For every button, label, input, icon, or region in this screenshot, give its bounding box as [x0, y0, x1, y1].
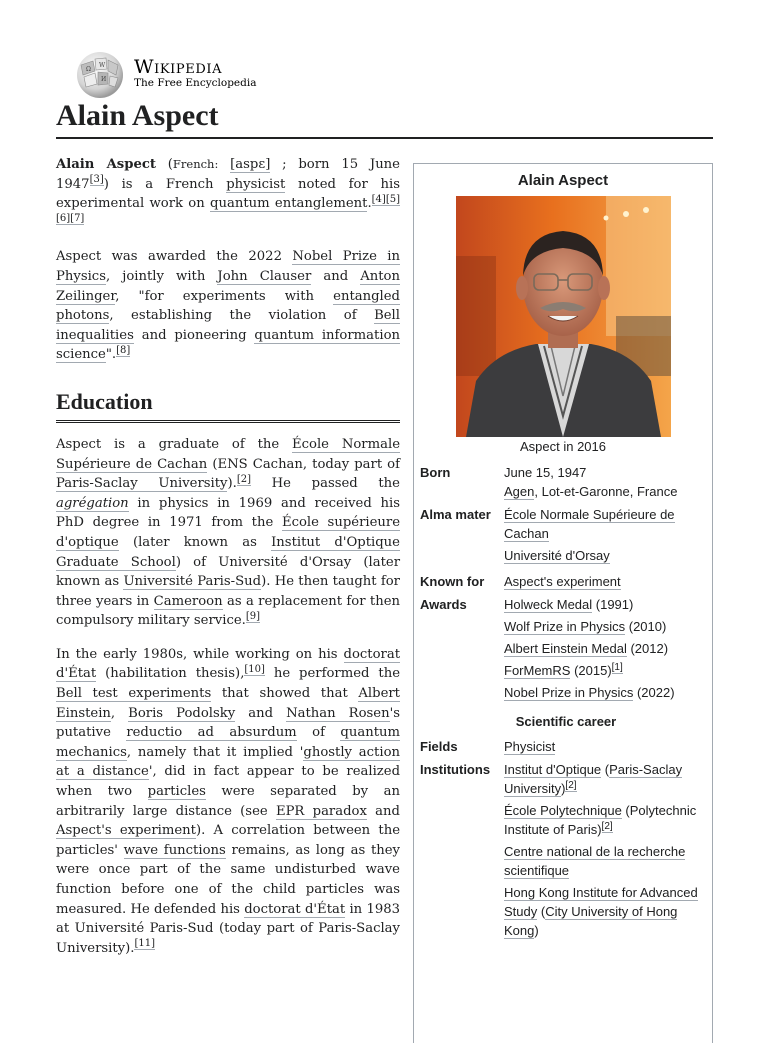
link-reductio-ad-absurdum[interactable]: reductio ad absurdum	[126, 725, 297, 741]
link-wave-functions[interactable]: wave functions	[123, 842, 226, 858]
ref-8[interactable]: [8]	[116, 344, 131, 356]
ref-inst-2b[interactable]: [2]	[601, 820, 613, 832]
link-institut-optique-ib[interactable]: Institut d'Optique	[504, 762, 602, 777]
infobox	[413, 163, 713, 1043]
institution-item: Hong Kong Institute for Advanced Study (City University of Hong Kong)	[504, 885, 698, 938]
ref-9[interactable]: [9]	[245, 610, 260, 622]
link-anton-zeilinger[interactable]: Anton Zeilinger	[56, 268, 400, 304]
education-paragraph-2: In the early 1980s, while working on his doctorat d'État (habilitation thesis),[10] he performed the Bell test experiments that showed that Albert Einstein, Boris Podolsky and Nathan Rosen's putative reductio ad absurdum of quantum mechanics, namely that it implied 'ghostly action at a distance', did in fact appear to be realized when two particles were separated by an arbitrarily large distance (see EPR paradox and Aspect's experiment). A correlation between the particles' wave functions remains, as long as they were once part of the same undisturbed wave function before one of the child particles was measured. He defended his doctorat d'État in 1983 at Université Paris-Sud (today part of Paris-Saclay University).[11]	[56, 646, 401, 956]
born-place: Agen, Lot-et-Garonne, France	[504, 484, 678, 499]
row-born	[420, 461, 712, 503]
page-title: Alain Aspect	[56, 96, 713, 139]
ref-7[interactable]: [7]	[70, 213, 85, 225]
scientific-career-heading: Scientific career	[515, 714, 617, 729]
value-alma-mater	[504, 503, 712, 570]
section-heading-education: Education	[56, 389, 400, 423]
ref-4[interactable]: [4]	[371, 193, 386, 205]
value-born	[504, 461, 712, 503]
link-particles[interactable]: particles	[147, 784, 206, 800]
label-fields: Fields	[420, 739, 458, 754]
wikipedia-wordmark[interactable]	[134, 57, 256, 90]
institution-item: École Polytechnique (Polytechnic Institute of Paris)[2]	[504, 803, 697, 837]
wordmark-tagline: The Free Encyclopedia	[134, 77, 257, 89]
link-epr-paradox[interactable]: EPR paradox	[275, 803, 367, 819]
link-entangled-photons[interactable]: entangled photons	[56, 288, 400, 324]
link-doctorat-etat-2[interactable]: doctorat d'État	[244, 901, 346, 917]
link-fields-physicist[interactable]: Physicist	[504, 739, 556, 754]
link-wolf-prize[interactable]: Wolf Prize in Physics	[504, 619, 626, 634]
link-cameroon[interactable]: Cameroon	[153, 593, 223, 609]
born-date: June 15, 1947	[504, 465, 587, 480]
portrait-photo[interactable]	[456, 196, 671, 437]
label-alma-mater: Alma mater	[420, 507, 491, 522]
ref-11[interactable]: [11]	[134, 938, 155, 950]
link-hkias[interactable]: Hong Kong Institute for Advanced Study	[504, 885, 698, 919]
link-physicist[interactable]: physicist	[226, 176, 286, 192]
ref-3[interactable]: [3]	[89, 174, 104, 186]
link-ecole-superieure-optique[interactable]: École supérieure d'optique	[56, 515, 400, 550]
link-alma-orsay[interactable]: Université d'Orsay	[504, 548, 610, 563]
link-quantum-information-science[interactable]: quantum information science	[56, 327, 400, 363]
education-paragraph-1: Aspect is a graduate of the École Normale Supérieure de Cachan (ENS Cachan, today part of Paris-Saclay University).[2] He passed the agrégation in physics in 1969 and received his PhD degree in 1971 from the École supérieure d'optique (later known as Institut d'Optique Graduate School) of Université d'Orsay (later known as Université Paris-Sud). He then taught for three years in Cameroon as a replacement for then compulsory military service.[9]	[56, 436, 401, 629]
link-boris-podolsky[interactable]: Boris Podolsky	[128, 705, 236, 721]
link-paris-saclay-ib[interactable]: Paris-Saclay University	[504, 762, 683, 796]
link-holweck-medal[interactable]: Holweck Medal	[504, 597, 593, 612]
link-quantum-mechanics[interactable]: quantum mechanics	[56, 725, 400, 760]
link-nathan-rosen[interactable]: Nathan Rosen	[286, 705, 390, 721]
link-ecole-polytechnique[interactable]: École Polytechnique	[504, 803, 622, 818]
nobel-paragraph: Aspect was awarded the 2022 Nobel Prize in Physics, jointly with John Clauser and Anton Zeilinger, "for experiments with entangled photons, establishing the violation of Bell inequalities and pioneering quantum information science".[8]	[56, 249, 401, 363]
infobox-table	[420, 461, 712, 945]
link-bell-inequalities[interactable]: Bell inequalities	[56, 308, 400, 343]
label-awards: Awards	[420, 597, 467, 612]
intro-paragraph: Alain Aspect (French: [aspɛ] ; born 15 June 1947[3]) is a French physicist noted for his experimental work on quantum entanglement.[4][5][6][7]	[56, 157, 400, 225]
ref-award-1[interactable]: [1]	[611, 661, 623, 673]
row-institutions	[420, 758, 712, 945]
wordmark-name: Wikipedia	[134, 56, 223, 78]
link-ghostly-action[interactable]: ghostly action at a distance	[56, 744, 400, 780]
svg-text:Ω: Ω	[86, 66, 91, 73]
award-item: ForMemRS (2015)[1]	[504, 661, 623, 678]
link-nobel-prize[interactable]: Nobel Prize in Physics	[56, 249, 401, 284]
link-alma-ens-cachan[interactable]: École Normale Supérieure de Cachan	[504, 507, 675, 541]
row-alma-mater	[420, 503, 712, 570]
link-cityu-hk[interactable]: City University of Hong Kong	[504, 904, 678, 938]
link-paris-saclay[interactable]: Paris-Saclay University	[56, 476, 228, 492]
ref-6[interactable]: [6]	[56, 213, 71, 225]
institution-item	[504, 842, 712, 880]
link-award-nobel[interactable]: Nobel Prize in Physics	[504, 685, 634, 700]
infobox-title: Alain Aspect	[517, 172, 609, 189]
link-formemrs[interactable]: ForMemRS	[504, 663, 571, 678]
ref-10[interactable]: [10]	[244, 664, 265, 676]
row-fields	[420, 735, 712, 758]
link-einstein-medal[interactable]: Albert Einstein Medal	[504, 641, 627, 656]
label-born: Born	[420, 465, 451, 480]
svg-text:W: W	[99, 62, 106, 69]
link-john-clauser[interactable]: John Clauser	[217, 268, 312, 284]
link-ens-cachan[interactable]: École Normale Supérieure de Cachan	[56, 436, 400, 472]
svg-text:И: И	[101, 76, 107, 83]
link-agregation[interactable]: agrégation	[56, 495, 129, 511]
row-awards	[420, 593, 712, 707]
label-institutions: Institutions	[420, 762, 491, 777]
award-item: Holweck Medal (1991)	[504, 597, 634, 612]
link-agen[interactable]: Agen	[504, 484, 535, 499]
institution-item: Institut d'Optique (Paris-Saclay University)[2]	[504, 762, 683, 796]
link-universite-paris-sud[interactable]: Université Paris-Sud	[123, 574, 262, 590]
label-known-for: Known for	[420, 574, 485, 589]
subject-name: Alain Aspect	[56, 157, 156, 172]
photo-caption: Aspect in 2016	[519, 439, 606, 454]
link-bell-test-experiments[interactable]: Bell test experiments	[56, 686, 212, 702]
ref-5[interactable]: [5]	[385, 193, 400, 205]
link-institut-optique[interactable]: Institut d'Optique Graduate School	[56, 534, 400, 570]
link-albert-einstein[interactable]: Albert Einstein	[56, 686, 400, 721]
award-item: Nobel Prize in Physics (2022)	[504, 685, 675, 700]
ref-2[interactable]: [2]	[236, 473, 251, 485]
value-awards	[504, 593, 712, 707]
link-cnrs[interactable]: Centre national de la recherche scientifique	[504, 844, 686, 878]
award-item: Albert Einstein Medal (2012)	[504, 641, 669, 656]
link-known-aspects-experiment[interactable]: Aspect's experiment	[504, 574, 621, 589]
row-known-for	[420, 570, 712, 593]
award-item: Wolf Prize in Physics (2010)	[504, 619, 667, 634]
link-aspects-experiment[interactable]: Aspect's experiment	[56, 823, 196, 839]
wikipedia-globe-logo[interactable]	[73, 51, 127, 99]
link-quantum-entanglement[interactable]: quantum entanglement	[210, 196, 368, 212]
ipa-link[interactable]: [aspɛ]	[230, 157, 271, 172]
link-doctorat-etat[interactable]: doctorat d'État	[56, 646, 400, 682]
value-institutions	[504, 758, 712, 945]
ref-inst-2a[interactable]: [2]	[565, 779, 577, 791]
article-body	[56, 155, 400, 972]
pronunciation: (French: [aspɛ]	[167, 157, 271, 172]
